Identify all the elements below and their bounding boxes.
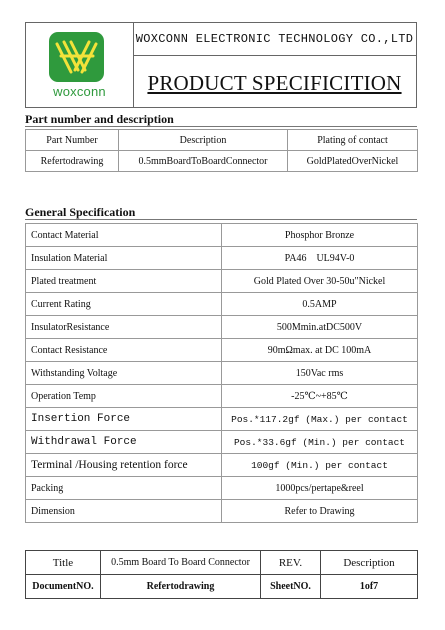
spec-value: 150Vac rms (222, 362, 418, 385)
table-row (26, 575, 418, 599)
description-cell: 0.5mmBoardToBoardConnector (119, 151, 288, 172)
title-label: Title (26, 551, 101, 575)
spec-value: -25℃~+85℃ (222, 385, 418, 408)
table-row (26, 454, 418, 477)
spec-value: 0.5AMP (222, 293, 418, 316)
spec-label: Current Rating (26, 293, 222, 316)
table-row (26, 431, 418, 454)
table-row (26, 293, 418, 316)
table-row (26, 408, 418, 431)
table-header-cell: Plating of contact (288, 130, 418, 151)
spec-value: 1000pcs/pertape&reel (222, 477, 418, 500)
table-header-cell: Part Number (26, 130, 119, 151)
spec-label: Withdrawal Force (26, 431, 222, 454)
table-row (26, 247, 418, 270)
table-row (26, 316, 418, 339)
logo-text: woxconn (53, 84, 106, 99)
table-row (26, 224, 418, 247)
table-row (26, 362, 418, 385)
table-row (26, 477, 418, 500)
logo-cell (26, 23, 134, 107)
spec-label: Dimension (26, 500, 222, 523)
spec-value: Refer to Drawing (222, 500, 418, 523)
spec-value: 100gf (Min.) per contact (222, 454, 418, 477)
spec-label: Packing (26, 477, 222, 500)
table-row (26, 385, 418, 408)
spec-label: Contact Resistance (26, 339, 222, 362)
spec-label: Contact Material (26, 224, 222, 247)
sheet-number-value: 1of7 (321, 575, 418, 599)
description-label: Description (321, 551, 418, 575)
title-block (25, 550, 418, 599)
table-header-row (26, 130, 418, 151)
rev-label: REV. (261, 551, 321, 575)
spec-label: InsulatorResistance (26, 316, 222, 339)
title-value: 0.5mm Board To Board Connector (101, 551, 261, 575)
spec-value: Pos.*33.6gf (Min.) per contact (222, 431, 418, 454)
table-row (26, 339, 418, 362)
sheet-number-label: SheetNO. (261, 575, 321, 599)
spec-table (25, 223, 418, 523)
spec-label: Insulation Material (26, 247, 222, 270)
company-name: WOXCONN ELECTRONIC TECHNOLOGY CO.,LTD (133, 23, 416, 56)
table-row (26, 500, 418, 523)
part-table (25, 129, 418, 172)
document-title: PRODUCT SPECIFICITION (147, 71, 402, 95)
table-row (26, 551, 418, 575)
spec-value: Phosphor Bronze (222, 224, 418, 247)
table-row (26, 151, 418, 172)
plating-cell: GoldPlatedOverNickel (288, 151, 418, 172)
woxconn-logo-icon (49, 32, 104, 82)
document-number-label: DocumentNO. (26, 575, 101, 599)
spec-value: PA46 UL94V-0 (222, 247, 418, 270)
part-section-heading: Part number and description (25, 112, 174, 126)
table-header-cell: Description (119, 130, 288, 151)
spec-label: Operation Temp (26, 385, 222, 408)
table-row (26, 270, 418, 293)
spec-value: Pos.*117.2gf (Max.) per contact (222, 408, 418, 431)
spec-label: Plated treatment (26, 270, 222, 293)
spec-value: 500Mmin.atDC500V (222, 316, 418, 339)
spec-value: 90mΩmax. at DC 100mA (222, 339, 418, 362)
spec-label: Withstanding Voltage (26, 362, 222, 385)
spec-label: Insertion Force (26, 408, 222, 431)
spec-value: Gold Plated Over 30-50u"Nickel (222, 270, 418, 293)
spec-label: Terminal /Housing retention force (26, 454, 222, 477)
general-section-heading: General Specification (25, 205, 136, 219)
part-number-cell: Refertodrawing (26, 151, 119, 172)
section-divider (25, 219, 417, 220)
document-header (25, 22, 417, 108)
document-number-value: Refertodrawing (101, 575, 261, 599)
section-divider (25, 126, 417, 127)
